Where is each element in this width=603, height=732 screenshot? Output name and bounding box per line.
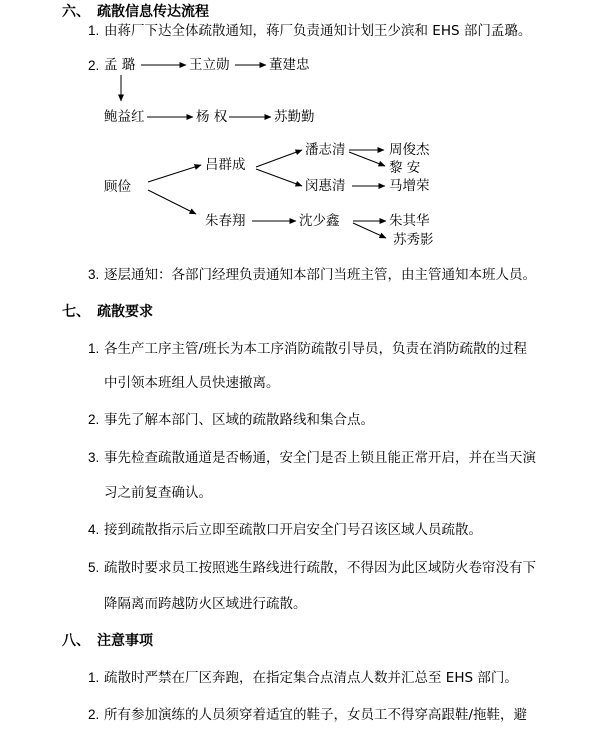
s7-item-2-line-1: 事先了解本部门、区域的疏散路线和集合点。: [104, 412, 374, 428]
s7-item-3-line-1: 事先检查疏散通道是否畅通，安全门是否上锁且能正常开启，并在当天演: [104, 450, 536, 466]
flow-node-zhu-chunxiang: 朱春翔: [205, 213, 246, 229]
s7-item-1-line-2: 中引领本班组人员快速撤离。: [104, 375, 280, 391]
flow-node-meng-lu: 孟 璐: [104, 57, 136, 73]
s7-item-2-number: 2.: [88, 412, 100, 427]
section-8-title: 注意事项: [97, 633, 153, 649]
flow-node-lv-quncheng: 吕群成: [205, 157, 246, 173]
s6-item-1-text: 由蒋厂下达全体疏散通知，蒋厂负责通知计划王少滨和 EHS 部门孟璐。: [104, 23, 532, 39]
s7-item-5-number: 5.: [88, 560, 100, 575]
s7-item-3-number: 3.: [88, 450, 100, 465]
flow-node-bao-yihong: 鲍益红: [104, 109, 145, 125]
section-7-title: 疏散要求: [97, 304, 153, 320]
s6-item-3-number: 3.: [88, 267, 100, 282]
s8-item-1-line-1: 疏散时严禁在厂区奔跑，在指定集合点清点人数并汇总至 EHS 部门。: [104, 670, 518, 686]
arrow-lv-to-min: [256, 169, 302, 186]
flow-node-dong-jianzhong: 董建忠: [269, 57, 310, 73]
s7-item-4-number: 4.: [88, 522, 100, 537]
arrow-pan-to-li: [349, 152, 385, 166]
s8-item-2-line-1: 所有参加演练的人员须穿着适宜的鞋子，女员工不得穿高跟鞋/拖鞋，避: [104, 707, 528, 723]
arrow-shen-to-suxy: [353, 223, 386, 238]
flow-node-pan-zhiqing: 潘志清: [305, 142, 346, 158]
arrow-lv-to-pan: [256, 150, 302, 167]
flow-node-zhu-qihua: 朱其华: [389, 213, 430, 229]
s7-item-4-line-1: 接到疏散指示后立即至疏散口开启安全门号召该区域人员疏散。: [104, 522, 482, 538]
s7-item-1-line-1: 各生产工序主管/班长为本工序消防疏散引导员，负责在消防疏散的过程: [104, 341, 528, 357]
s7-item-5-line-1: 疏散时要求员工按照逃生路线进行疏散，不得因为此区域防火卷帘没有下: [104, 560, 536, 576]
flow-node-zhou-junjie: 周俊杰: [389, 142, 430, 158]
s7-item-5-line-2: 降隔离而跨越防火区域进行疏散。: [104, 596, 307, 612]
s7-item-3-line-2: 习之前复查确认。: [104, 485, 212, 501]
flow-node-su-xiuying: 苏秀影: [393, 232, 434, 248]
flow-node-min-huiqing: 闵惠清: [305, 178, 346, 194]
s6-item-2-number: 2.: [88, 58, 100, 73]
flow-node-li-an: 黎 安: [389, 160, 421, 176]
s8-item-1-number: 1.: [88, 670, 100, 685]
s6-item-3-text: 逐层通知：各部门经理负责通知本部门当班主管，由主管通知本班人员。: [104, 267, 536, 283]
arrow-gu-to-zhu: [148, 190, 196, 214]
s6-item-1-number: 1.: [88, 23, 100, 38]
flow-node-ma-zengrong: 马增荣: [389, 178, 430, 194]
s8-item-2-number: 2.: [88, 707, 100, 722]
s7-item-1-number: 1.: [88, 341, 100, 356]
flow-node-shen-shaoxin: 沈少鑫: [299, 213, 340, 229]
section-8-number: 八、: [62, 633, 90, 649]
flow-node-yang-quan: 杨 权: [196, 109, 228, 125]
flow-node-wang-lixun: 王立勋: [189, 57, 230, 73]
flow-node-su-qinqin: 苏勤勤: [274, 109, 315, 125]
flow-node-gu-jian: 顾俭: [104, 179, 131, 195]
section-6-number: 六、: [62, 4, 90, 20]
arrow-gu-to-lv: [148, 165, 201, 182]
section-6-title: 疏散信息传达流程: [97, 4, 209, 20]
section-7-number: 七、: [62, 304, 90, 320]
